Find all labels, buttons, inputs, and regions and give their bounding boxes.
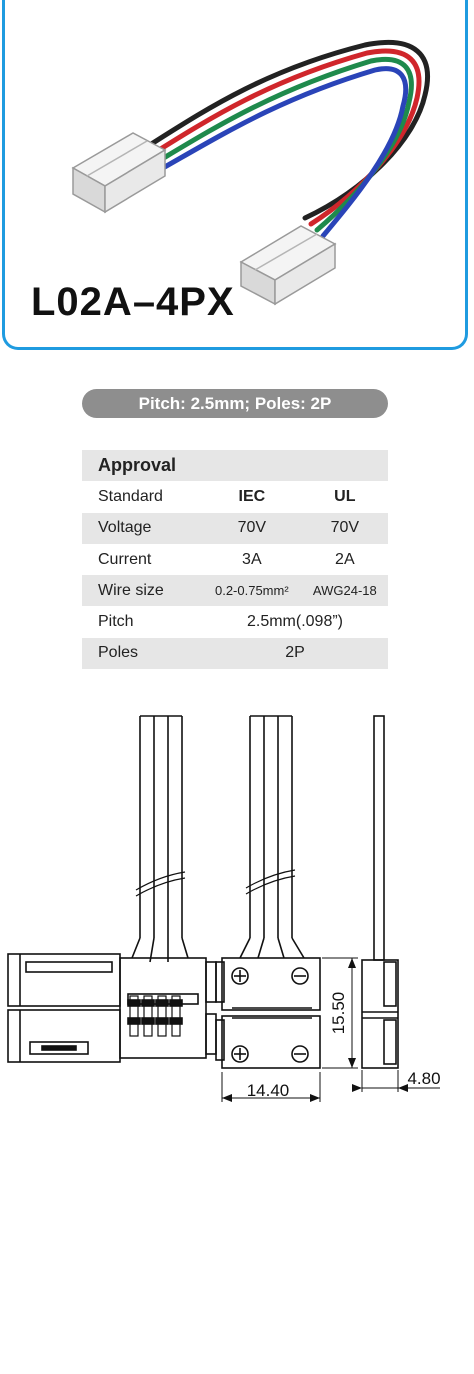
thickness-dimension-label: 4.80 — [407, 1069, 441, 1088]
standard-label: Standard — [98, 487, 163, 505]
iec-value: 0.2-0.75mm² — [202, 575, 302, 606]
left-connector — [73, 133, 165, 212]
height-dimension-label: 15.50 — [329, 991, 348, 1035]
ul-header: UL — [334, 487, 356, 505]
pitch-poles-banner: Pitch: 2.5mm; Poles: 2P — [82, 389, 388, 418]
pitch-value: 2.5mm(.098”) — [246, 613, 344, 631]
iec-header: IEC — [238, 487, 266, 505]
ul-value: AWG24-18 — [302, 575, 388, 606]
iec-value: 70V — [202, 513, 302, 544]
top-view-wires — [240, 716, 304, 958]
front-view-connector — [8, 954, 216, 1062]
approval-spec-table — [82, 450, 388, 669]
table-row — [82, 638, 388, 669]
side-view — [362, 716, 398, 1068]
table-row — [82, 513, 388, 544]
product-photo-card — [2, 0, 468, 350]
front-view-wires — [132, 716, 188, 962]
row-label: Voltage — [82, 513, 202, 544]
table-title-row — [82, 450, 388, 481]
row-label: Current — [98, 550, 152, 568]
table-row — [82, 606, 388, 637]
model-number: L02A–4PX — [31, 280, 235, 324]
row-label: Pitch — [98, 613, 134, 631]
top-view-connector — [216, 958, 320, 1068]
table-title: Approval — [82, 450, 388, 481]
right-connector — [241, 226, 335, 304]
technical-drawing — [0, 700, 474, 1120]
poles-value: 2P — [202, 638, 388, 669]
iec-value: 3A — [242, 550, 262, 568]
row-label: Poles — [82, 638, 202, 669]
table-row — [82, 544, 388, 575]
row-label: Wire size — [82, 575, 202, 606]
table-row — [82, 575, 388, 606]
width-dimension-label: 14.40 — [246, 1081, 290, 1100]
ul-value: 70V — [302, 513, 388, 544]
ul-value: 2A — [335, 550, 355, 568]
table-header-row — [82, 481, 388, 512]
